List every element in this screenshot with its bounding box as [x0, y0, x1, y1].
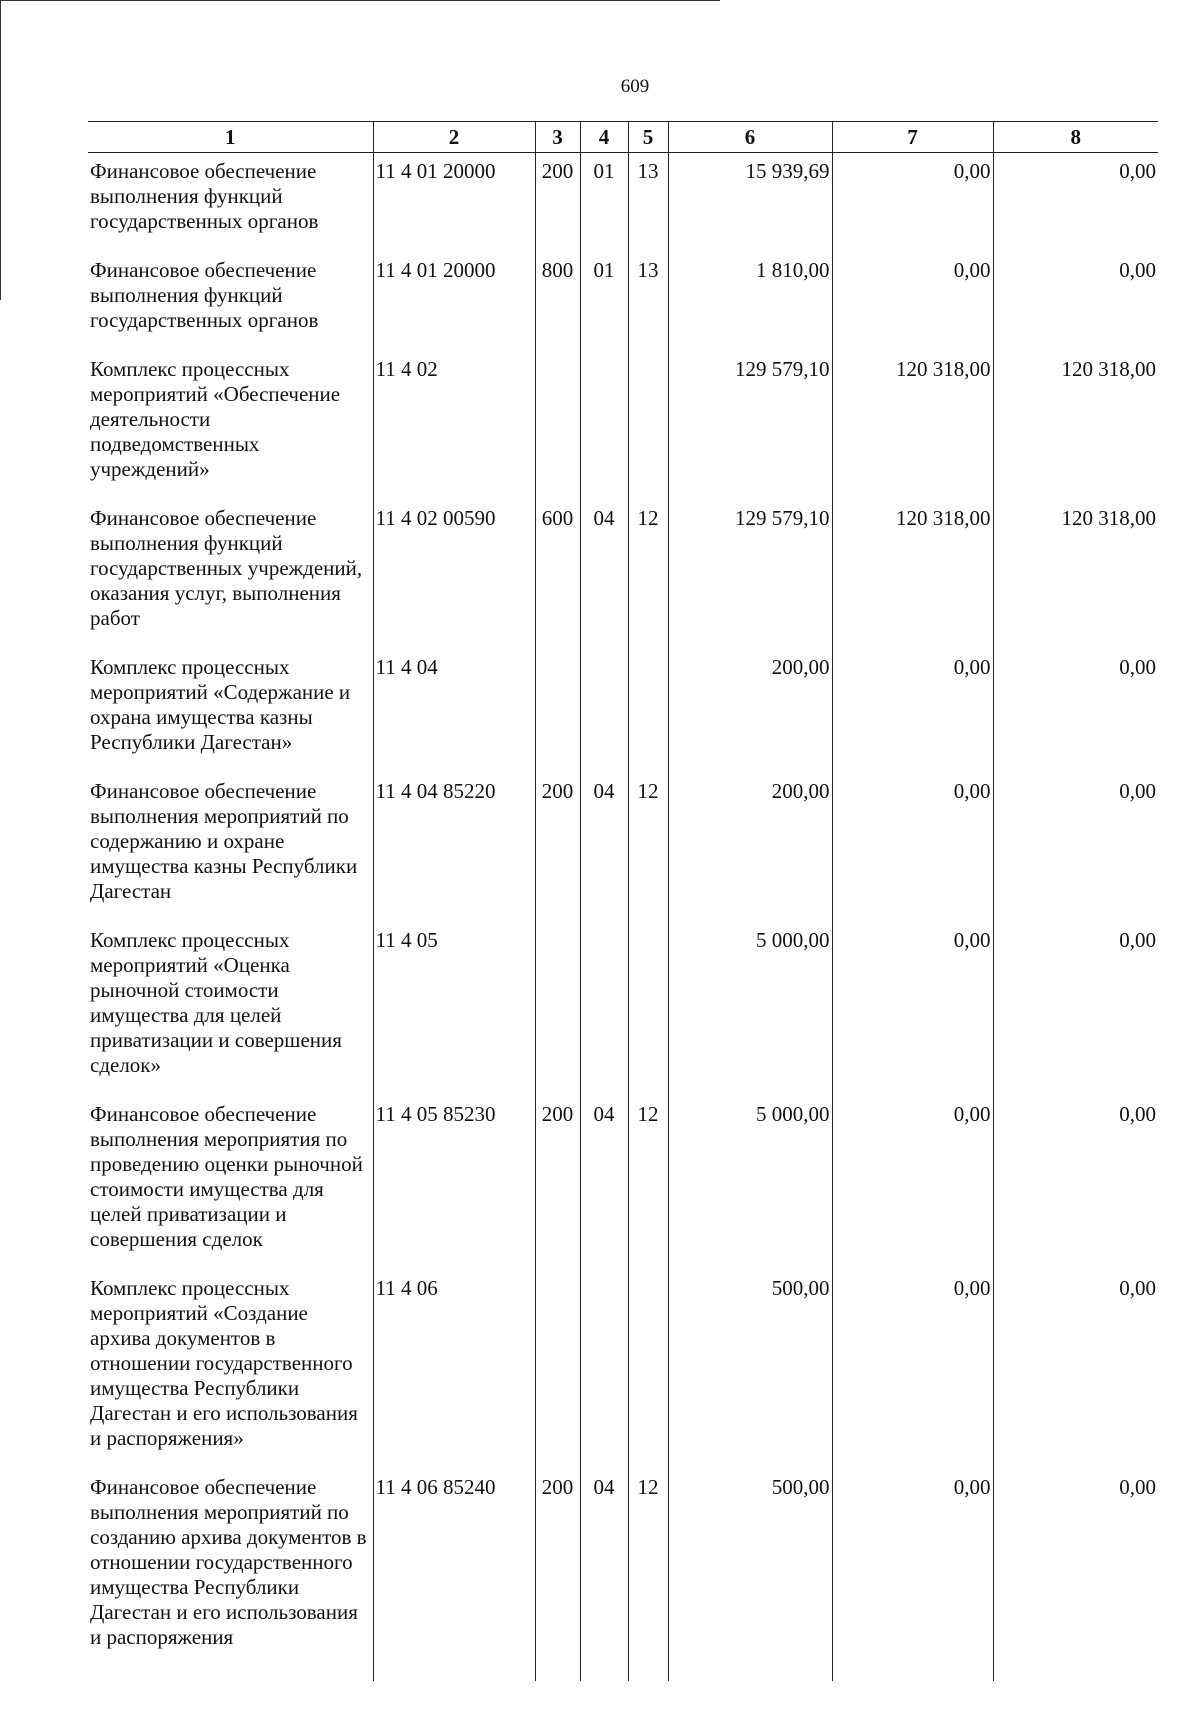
row-rz-cell: [580, 351, 628, 500]
row-sum-2025-cell: 120 318,00: [832, 500, 993, 649]
row-sum-2025-cell: 0,00: [832, 153, 993, 253]
row-pr-cell: 12: [628, 1096, 668, 1270]
row-rz-cell: 01: [580, 153, 628, 253]
header-col-3: 3: [535, 122, 580, 153]
header-col-4: 4: [580, 122, 628, 153]
row-pr-cell: [628, 351, 668, 500]
row-sum-2024-cell: 200,00: [668, 773, 832, 922]
scan-edge-left: [0, 0, 1, 300]
row-rz-cell: 01: [580, 252, 628, 351]
row-sum-2026-cell: 120 318,00: [993, 500, 1158, 649]
table-row: [88, 351, 1158, 500]
row-sum-2025-cell: 0,00: [832, 1469, 993, 1681]
table-row: [88, 1270, 1158, 1469]
row-sum-2024-cell: 500,00: [668, 1469, 832, 1681]
row-sum-2026-cell: 0,00: [993, 252, 1158, 351]
budget-table: [88, 121, 1158, 1681]
row-rz-cell: 04: [580, 1096, 628, 1270]
row-rz-cell: [580, 649, 628, 773]
row-sum-2024-cell: 500,00: [668, 1270, 832, 1469]
row-pr-cell: [628, 922, 668, 1096]
row-sum-2024-cell: 129 579,10: [668, 351, 832, 500]
header-col-5: 5: [628, 122, 668, 153]
row-code-cell: 11 4 05: [373, 922, 535, 1096]
row-vr-cell: [535, 1270, 580, 1469]
row-name-cell: Комплекс процессных мероприятий «Обеспечение деятельности подведомственных учреждений»: [90, 357, 341, 481]
row-vr-cell: [535, 649, 580, 773]
header-col-2: 2: [373, 122, 535, 153]
row-code-cell: 11 4 02 00590: [373, 500, 535, 649]
row-name-cell: Комплекс процессных мероприятий «Оценка рыночной стоимости имущества для целей приватизации и совершения сделок»: [90, 928, 342, 1077]
row-sum-2026-cell: 120 318,00: [993, 351, 1158, 500]
header-col-6: 6: [668, 122, 832, 153]
row-sum-2025-cell: 0,00: [832, 922, 993, 1096]
row-rz-cell: 04: [580, 1469, 628, 1681]
table-row: [88, 252, 1158, 351]
row-sum-2025-cell: 120 318,00: [832, 351, 993, 500]
row-name-cell: Комплекс процессных мероприятий «Создание архива документов в отношении государственного имущества Республики Дагестан и его использования и распоряжения»: [90, 1276, 358, 1450]
row-name-cell: Финансовое обеспечение выполнения мероприятий по содержанию и охране имущества казны Республики Дагестан: [90, 779, 358, 903]
row-rz-cell: [580, 922, 628, 1096]
row-code-cell: 11 4 04 85220: [373, 773, 535, 922]
row-pr-cell: 12: [628, 773, 668, 922]
row-vr-cell: 800: [535, 252, 580, 351]
row-name-cell: Финансовое обеспечение выполнения мероприятий по созданию архива документов в отношении государственного имущества Республики Дагестан и его использования и распоряжения: [90, 1475, 367, 1649]
row-sum-2024-cell: 5 000,00: [668, 1096, 832, 1270]
header-col-7: 7: [832, 122, 993, 153]
row-sum-2024-cell: 129 579,10: [668, 500, 832, 649]
row-sum-2026-cell: 0,00: [993, 153, 1158, 253]
row-sum-2024-cell: 1 810,00: [668, 252, 832, 351]
row-pr-cell: [628, 649, 668, 773]
header-row: [88, 122, 1158, 153]
row-pr-cell: 12: [628, 1469, 668, 1681]
row-rz-cell: [580, 1270, 628, 1469]
table-row: [88, 500, 1158, 649]
row-sum-2024-cell: 15 939,69: [668, 153, 832, 253]
row-vr-cell: 200: [535, 773, 580, 922]
row-code-cell: 11 4 06 85240: [373, 1469, 535, 1681]
scan-edge-top: [0, 0, 720, 1]
row-rz-cell: 04: [580, 773, 628, 922]
row-pr-cell: 13: [628, 153, 668, 253]
row-vr-cell: 200: [535, 153, 580, 253]
row-code-cell: 11 4 04: [373, 649, 535, 773]
row-code-cell: 11 4 05 85230: [373, 1096, 535, 1270]
row-sum-2026-cell: 0,00: [993, 1469, 1158, 1681]
row-sum-2025-cell: 0,00: [832, 1096, 993, 1270]
row-vr-cell: 600: [535, 500, 580, 649]
row-sum-2026-cell: 0,00: [993, 1270, 1158, 1469]
row-sum-2025-cell: 0,00: [832, 773, 993, 922]
page-number: 609: [620, 76, 650, 97]
row-name-cell: Финансовое обеспечение выполнения функций государственных органов: [90, 159, 319, 233]
row-pr-cell: 13: [628, 252, 668, 351]
row-name-cell: Финансовое обеспечение выполнения мероприятия по проведению оценки рыночной стоимости имущества для целей приватизации и совершения сделок: [90, 1102, 363, 1251]
row-name-cell: Финансовое обеспечение выполнения функций государственных учреждений, оказания услуг, выполнения работ: [90, 506, 363, 630]
header-col-8: 8: [993, 122, 1158, 153]
row-pr-cell: 12: [628, 500, 668, 649]
row-sum-2026-cell: 0,00: [993, 773, 1158, 922]
row-name-cell: Комплекс процессных мероприятий «Содержание и охрана имущества казны Республики Дагестан»: [90, 655, 351, 754]
row-sum-2026-cell: 0,00: [993, 649, 1158, 773]
row-code-cell: 11 4 06: [373, 1270, 535, 1469]
row-sum-2026-cell: 0,00: [993, 922, 1158, 1096]
table-row: [88, 153, 1158, 253]
table-row: [88, 649, 1158, 773]
row-code-cell: 11 4 01 20000: [373, 252, 535, 351]
row-code-cell: 11 4 02: [373, 351, 535, 500]
header-col-1: 1: [88, 122, 373, 153]
row-vr-cell: [535, 351, 580, 500]
row-sum-2024-cell: 200,00: [668, 649, 832, 773]
table-row: [88, 1096, 1158, 1270]
row-sum-2024-cell: 5 000,00: [668, 922, 832, 1096]
table-body: [88, 153, 1158, 1682]
row-sum-2025-cell: 0,00: [832, 649, 993, 773]
table-row: [88, 1469, 1158, 1681]
row-sum-2026-cell: 0,00: [993, 1096, 1158, 1270]
row-vr-cell: 200: [535, 1096, 580, 1270]
row-vr-cell: 200: [535, 1469, 580, 1681]
row-pr-cell: [628, 1270, 668, 1469]
row-sum-2025-cell: 0,00: [832, 252, 993, 351]
row-vr-cell: [535, 922, 580, 1096]
table-row: [88, 922, 1158, 1096]
row-code-cell: 11 4 01 20000: [373, 153, 535, 253]
table-row: [88, 773, 1158, 922]
row-name-cell: Финансовое обеспечение выполнения функций государственных органов: [90, 258, 319, 332]
row-rz-cell: 04: [580, 500, 628, 649]
row-sum-2025-cell: 0,00: [832, 1270, 993, 1469]
